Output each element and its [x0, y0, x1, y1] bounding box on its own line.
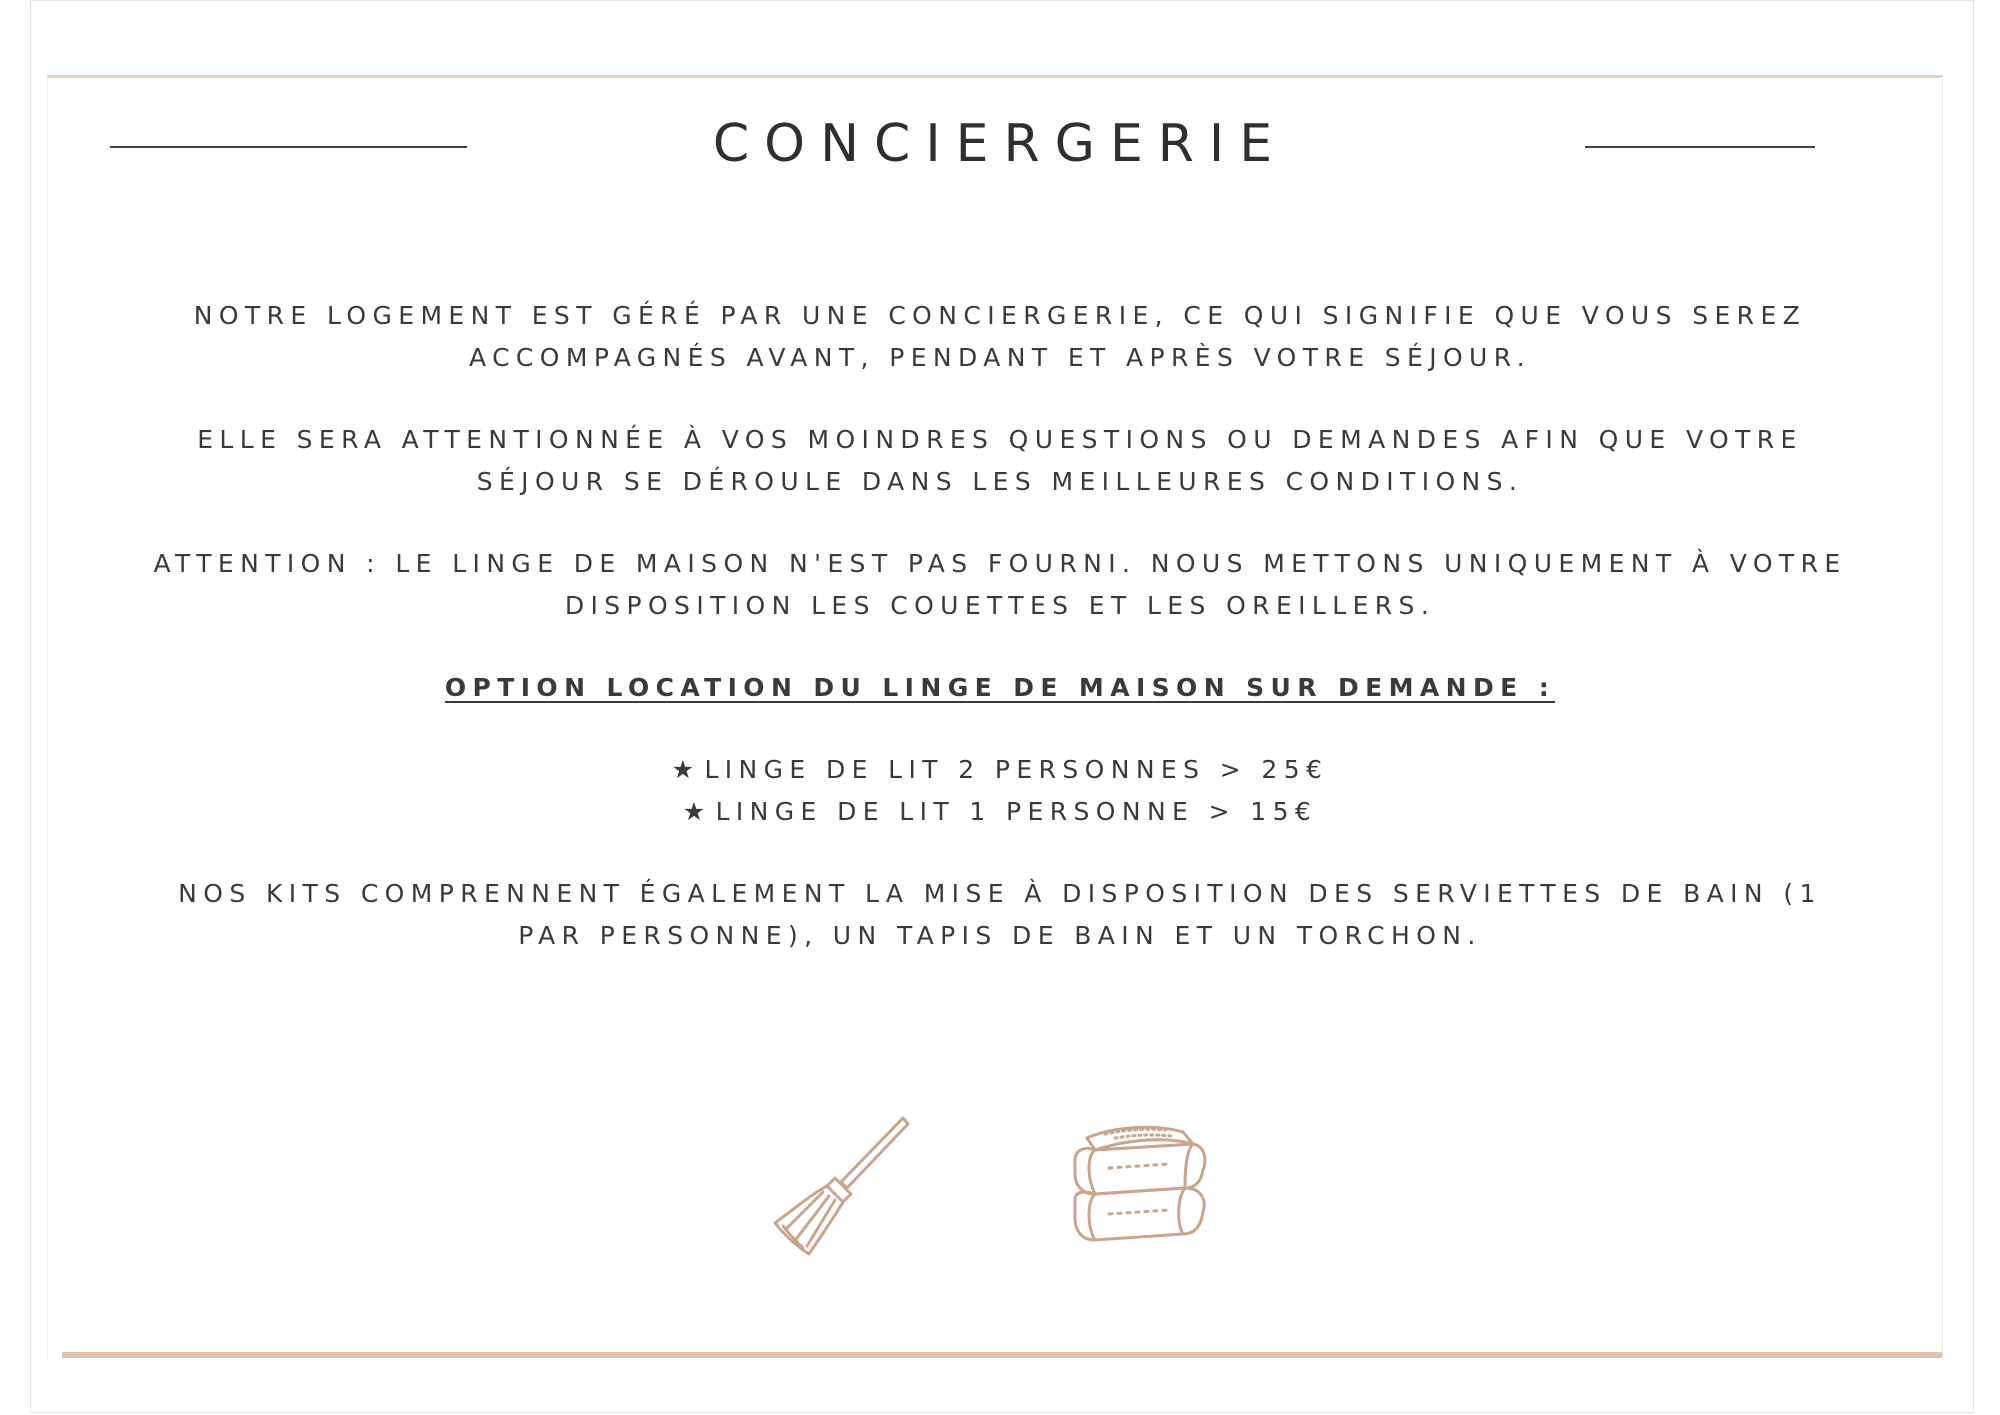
option-item-double-bed [150, 749, 1850, 791]
paragraph-concierge-intro: NOTRE LOGEMENT EST GÉRÉ PAR UNE CONCIERGERIE, CE QUI SIGNIFIE QUE VOUS SEREZ ACCOMPAGNÉS AVANT, PENDANT ET APRÈS VOTRE SÉJOUR. [193, 301, 1807, 372]
paragraph-concierge-attention: ELLE SERA ATTENTIONNÉE À VOS MOINDRES QUESTIONS OU DEMANDES AFIN QUE VOTRE SÉJOUR SE DÉROULE DANS LES MEILLEURES CONDITIONS. [197, 425, 1803, 496]
body-text [150, 295, 1850, 997]
option-label: LINGE DE LIT 2 PERSONNES > 25€ [704, 755, 1329, 784]
page-title: CONCIERGERIE [712, 114, 1288, 174]
folded-towels-icon [1065, 1108, 1215, 1258]
broom-icon [765, 1108, 915, 1258]
option-list [150, 749, 1850, 833]
option-label: LINGE DE LIT 1 PERSONNE > 15€ [715, 797, 1318, 826]
star-icon: ★ [682, 797, 712, 826]
option-heading: OPTION LOCATION DU LINGE DE MAISON SUR DEMANDE : [444, 673, 1556, 702]
paragraph-linen-warning: ATTENTION : LE LINGE DE MAISON N'EST PAS FOURNI. NOUS METTONS UNIQUEMENT À VOTRE DISPOSITION LES COUETTES ET LES OREILLERS. [153, 549, 1847, 620]
star-icon: ★ [671, 755, 701, 784]
bottom-accent-bar [62, 1352, 1942, 1358]
paragraph-kits: NOS KITS COMPRENNENT ÉGALEMENT LA MISE À DISPOSITION DES SERVIETTES DE BAIN (1 PAR PERSONNE), UN TAPIS DE BAIN ET UN TORCHON. [178, 879, 1822, 950]
option-item-single-bed [150, 791, 1850, 833]
